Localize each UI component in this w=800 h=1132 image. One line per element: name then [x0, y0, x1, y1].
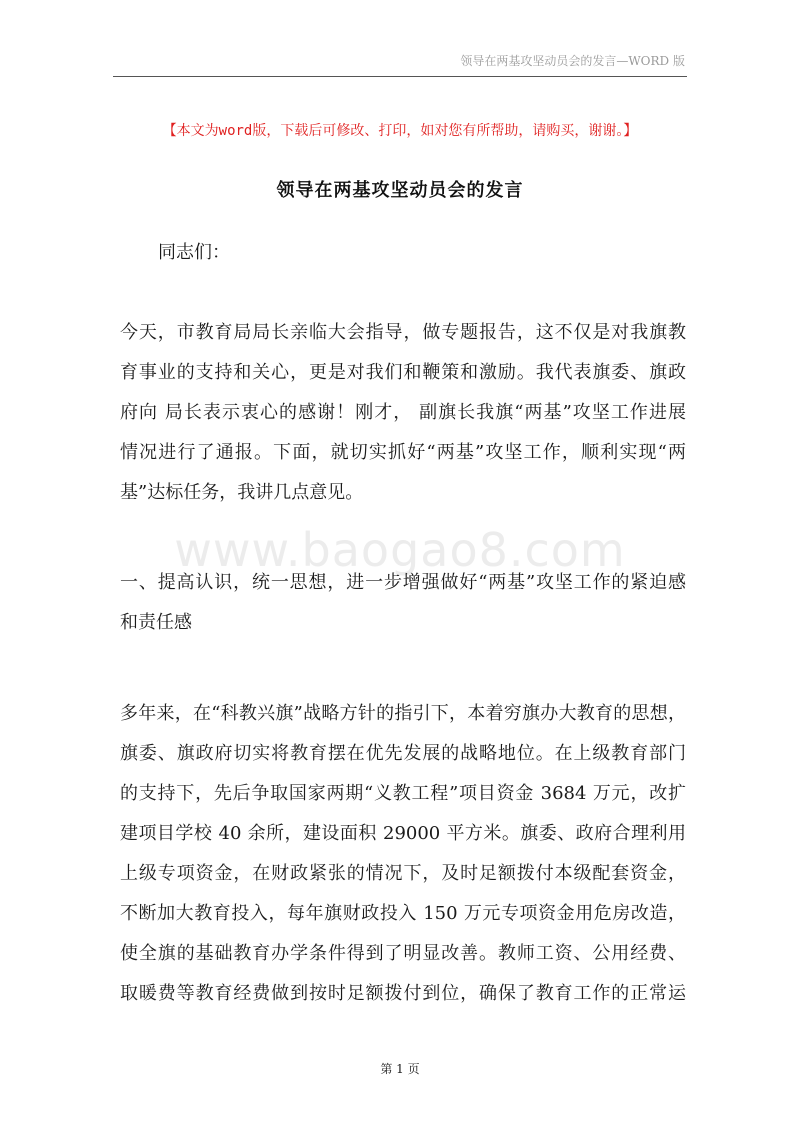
- paragraph-line: 的支持下，先后争取国家两期“义教工程”项目资金 3684 万元，改扩: [120, 783, 686, 804]
- paragraph-line: 府向 局长表示衷心的感谢！刚才， 副旗长我旗“两基”攻坚工作进展: [120, 402, 686, 423]
- paragraph-line: 今天，市教育局局长亲临大会指导，做专题报告，这不仅是对我旗教: [120, 322, 686, 343]
- paragraph-line: 多年来，在“科教兴旗”战略方针的指引下，本着穷旗办大教育的思想，: [120, 703, 686, 724]
- paragraph-line: 使全旗的基础教育办学条件得到了明显改善。教师工资、公用经费、: [120, 943, 686, 964]
- paragraph-line: 基”达标任务，我讲几点意见。: [120, 482, 364, 503]
- section-heading-1: [120, 563, 686, 643]
- paragraph-line: 育事业的支持和关心，更是对我们和鞭策和激励。我代表旗委、旗政: [120, 362, 686, 383]
- paragraph-line: 建项目学校 40 余所，建设面积 29000 平方米。旗委、政府合理利用: [120, 823, 686, 844]
- paragraph-line: 取暖费等教育经费做到按时足额拨付到位，确保了教育工作的正常运: [120, 983, 686, 1004]
- document-title: 领导在两基攻坚动员会的发言: [276, 180, 524, 201]
- paragraph-line: 不断加大教育投入，每年旗财政投入 150 万元专项资金用危房改造，: [120, 903, 686, 924]
- page-number: 第 1 页: [380, 1062, 420, 1076]
- paragraph-line: 情况进行了通报。下面，就切实抓好“两基”攻坚工作，顺利实现“两: [120, 442, 686, 463]
- running-header-title: 领导在两基攻坚动员会的发言—WORD 版: [460, 54, 685, 68]
- paragraph-achievements: [120, 694, 686, 1014]
- paragraph-intro: [120, 313, 686, 513]
- header-divider: [113, 76, 687, 77]
- greeting: 同志们：: [158, 242, 230, 263]
- heading-line: 和责任感: [120, 612, 192, 633]
- paragraph-line: 上级专项资金，在财政紧张的情况下，及时足额拨付本级配套资金，: [120, 863, 686, 884]
- purchase-notice: 【本文为word版，下载后可修改、打印，如对您有所帮助，请购买，谢谢。】: [162, 123, 638, 139]
- watermark-text: www.baogao8.com: [174, 523, 626, 577]
- paragraph-line: 旗委、旗政府切实将教育摆在优先发展的战略地位。在上级教育部门: [120, 743, 686, 764]
- heading-line: 一、提高认识，统一思想，进一步增强做好“两基”攻坚工作的紧迫感: [120, 572, 686, 593]
